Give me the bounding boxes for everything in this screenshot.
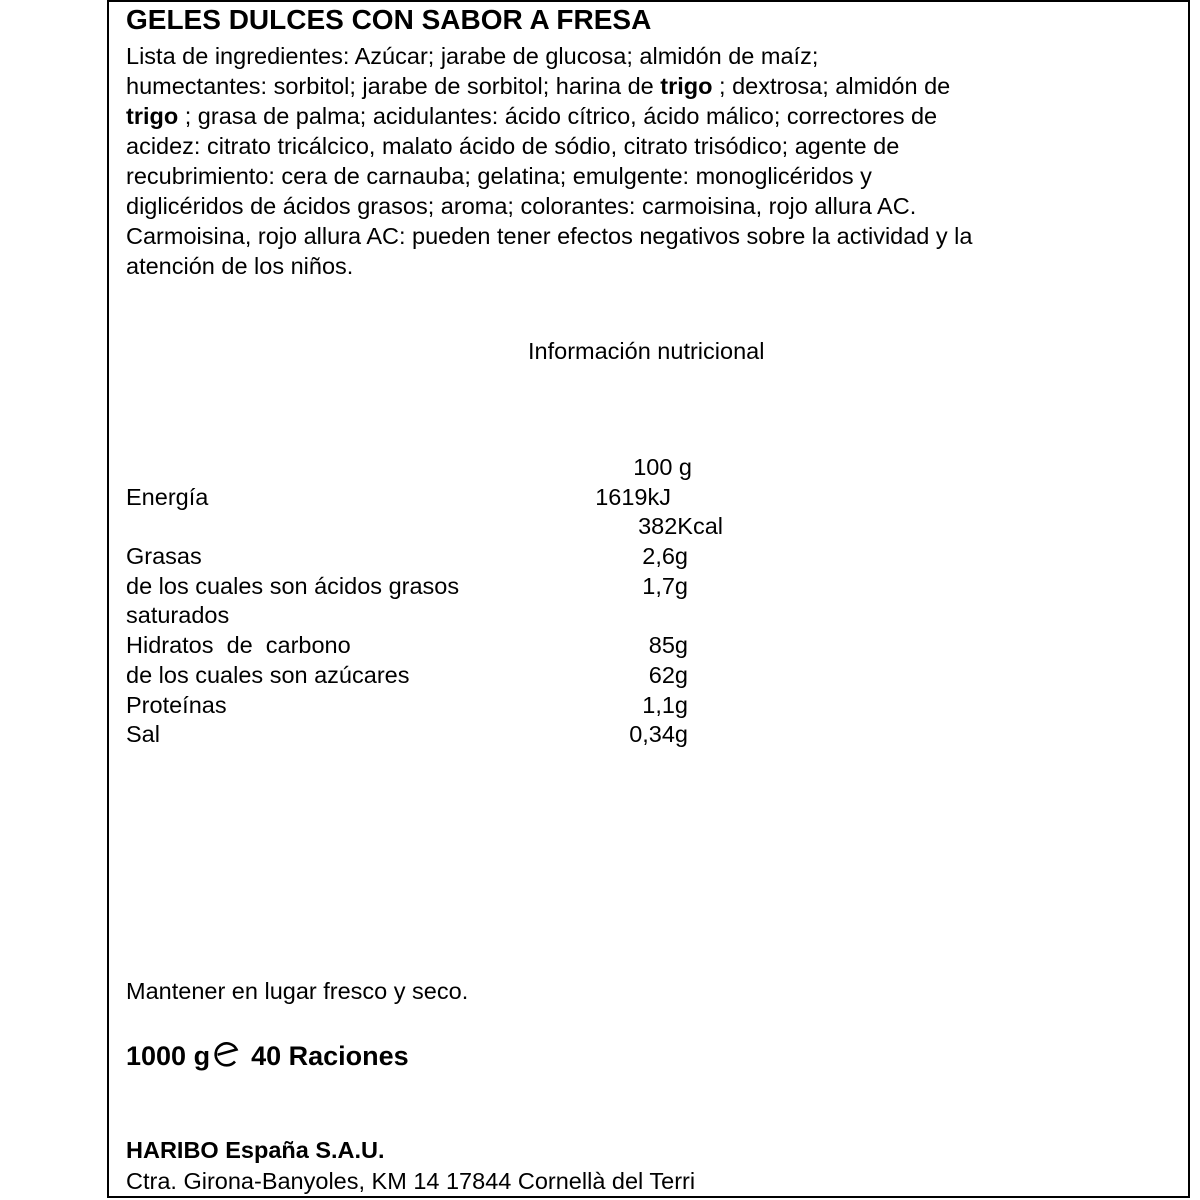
nutrition-value: 1,7g [642, 572, 688, 599]
nutrition-value: 1,1g [642, 691, 688, 718]
nutrition-row-energy [126, 483, 746, 513]
nutrition-label: Grasas [126, 543, 202, 570]
nutrition-header-row [126, 453, 746, 483]
nutrition-label: saturados [126, 602, 230, 629]
nutrition-row-protein [126, 691, 746, 721]
nutrition-label: Hidratos de carbono [126, 632, 351, 659]
nutrition-value: 62g [648, 661, 688, 688]
ingredients-line: atención de los niños. [126, 253, 354, 279]
product-title: GELES DULCES CON SABOR A FRESA [126, 4, 652, 35]
ingredients-line: Lista de ingredientes: Azúcar; jarabe de glucosa; almidón de maíz; [126, 43, 819, 69]
nutrition-row-fat [126, 542, 746, 572]
nutrition-value: 1619kJ [595, 483, 671, 510]
nutrition-value: 0,34g [629, 721, 688, 748]
net-weight: 1000 g [126, 1041, 211, 1071]
nutrition-row-saturated-cont [126, 601, 746, 631]
net-quantity [126, 1039, 409, 1073]
nutrition-value: 85g [648, 632, 688, 659]
estimated-sign-icon-svg [212, 1040, 242, 1070]
company-address: Ctra. Girona-Banyoles, KM 14 17844 Cornellà del Terri [126, 1168, 696, 1194]
ingredients-text: ; dextrosa; almidón de [712, 73, 951, 99]
nutrition-label: Proteínas [126, 691, 227, 718]
nutrition-row-salt [126, 720, 746, 750]
ingredients-list [126, 41, 1166, 281]
servings-count: 40 Raciones [251, 1041, 409, 1071]
ingredients-line [126, 71, 1166, 101]
ingredients-line: acidez: citrato tricálcico, malato ácido de sódio, citrato trisódico; agente de [126, 133, 900, 159]
ingredients-text: humectantes: sorbitol; jarabe de sorbitol; harina de [126, 73, 661, 99]
ingredients-line: Carmoisina, rojo allura AC: pueden tener efectos negativos sobre la actividad y la [126, 223, 973, 249]
nutrition-row-energy-kcal [126, 512, 746, 542]
nutrition-value: 2,6g [642, 543, 688, 570]
nutrition-column-header: 100 g [633, 454, 692, 480]
estimated-sign-icon [212, 1040, 242, 1070]
nutrition-row-carbohydrates [126, 631, 746, 661]
ingredients-line [126, 101, 1166, 131]
nutrition-label: de los cuales son azúcares [126, 661, 410, 688]
allergen-wheat: trigo [126, 103, 179, 129]
allergen-wheat: trigo [660, 73, 713, 99]
ingredients-line: recubrimiento: cera de carnauba; gelatina; emulgente: monoglicéridos y [126, 163, 872, 189]
nutrition-label: de los cuales son ácidos grasos [126, 572, 460, 599]
nutrition-heading: Información nutricional [528, 338, 765, 364]
ingredients-line: diglicéridos de ácidos grasos; aroma; colorantes: carmoisina, rojo allura AC. [126, 193, 917, 219]
nutrition-value: 382Kcal [638, 513, 723, 540]
nutrition-row-sugars [126, 661, 746, 691]
nutrition-label: Sal [126, 721, 160, 748]
nutrition-row-saturated [126, 572, 746, 602]
storage-instructions: Mantener en lugar fresco y seco. [126, 978, 469, 1004]
nutrition-label: Energía [126, 483, 209, 510]
ingredients-text: ; grasa de palma; acidulantes: ácido cítrico, ácido málico; correctores de [178, 103, 938, 129]
company-name: HARIBO España S.A.U. [126, 1137, 385, 1163]
nutrition-table [126, 453, 746, 750]
